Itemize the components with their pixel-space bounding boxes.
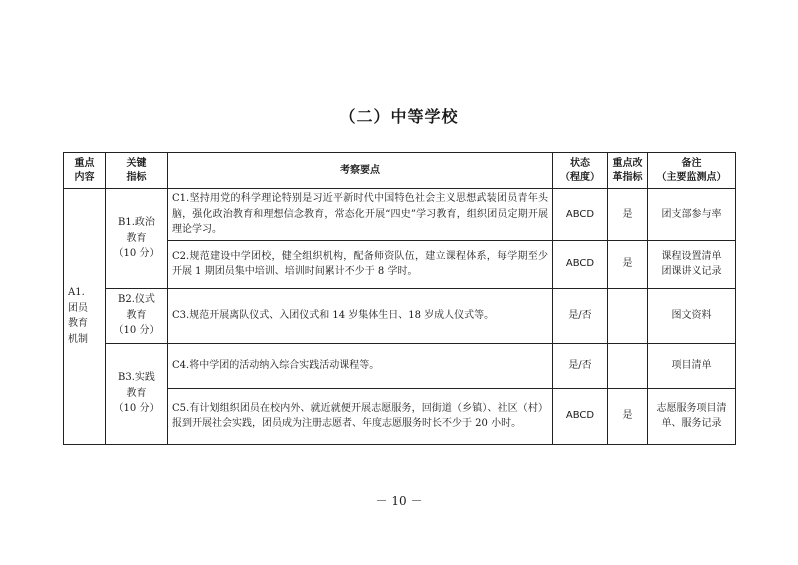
point-c1: C1.坚持用党的科学理论特别是习近平新时代中国特色社会主义思想武装团员青年头脑，强化政治教育和理想信念教育，常态化开展“四史”学习教育，组织团员定期开展理论学习。 [168,189,553,241]
header-status: 状态 （程度） [553,153,608,189]
header-key-indicator: 关键 指标 [106,153,168,189]
status-cell: ABCD [553,189,608,241]
key-reform-cell: 是 [608,240,648,288]
evaluation-table [63,152,736,445]
table-row [64,343,736,388]
header-inspection-points: 考察要点 [168,153,553,189]
indicator-b3-cell: B3.实践 教育 （10 分） [106,343,168,444]
header-remark: 备注 （主要监测点） [648,153,736,189]
status-cell: ABCD [553,240,608,288]
point-c5: C5.有计划组织团员在校内外、就近就便开展志愿服务，回街道（乡镇）、社区（村）报到开展社会实践，团员成为注册志愿者、年度志愿服务时长不少于 20 小时。 [168,388,553,444]
table-row [64,288,736,343]
indicator-b1-cell: B1.政治 教育 （10 分） [106,189,168,289]
remark-cell: 团支部参与率 [648,189,736,241]
table-header-row [64,153,736,189]
indicator-b2-cell: B2.仪式 教育 （10 分） [106,288,168,343]
status-cell: 是/否 [553,343,608,388]
page-number: － 10 － [375,494,423,508]
header-key-reform: 重点改 革指标 [608,153,648,189]
remark-cell: 志愿服务项目清 单、服务记录 [648,388,736,444]
key-reform-cell [608,288,648,343]
table-row [64,189,736,241]
section-title: （二）中等学校 [339,107,459,126]
remark-cell: 课程设置清单 团课讲义记录 [648,240,736,288]
status-cell: ABCD [553,388,608,444]
key-reform-cell: 是 [608,388,648,444]
status-cell: 是/否 [553,288,608,343]
key-reform-cell: 是 [608,189,648,241]
point-c2: C2.规范建设中学团校，健全组织机构，配备师资队伍，建立课程体系，每学期至少开展 1 期团员集中培训、培训时间累计不少于 8 学时。 [168,240,553,288]
remark-cell: 图文资料 [648,288,736,343]
point-c4: C4.将中学团的活动纳入综合实践活动课程等。 [168,343,553,388]
point-c3: C3.规范开展离队仪式、入团仪式和 14 岁集体生日、18 岁成人仪式等。 [168,288,553,343]
content-a1-cell: A1. 团员 教育 机制 [64,189,106,445]
key-reform-cell [608,343,648,388]
remark-cell: 项目清单 [648,343,736,388]
header-key-content: 重点 内容 [64,153,106,189]
